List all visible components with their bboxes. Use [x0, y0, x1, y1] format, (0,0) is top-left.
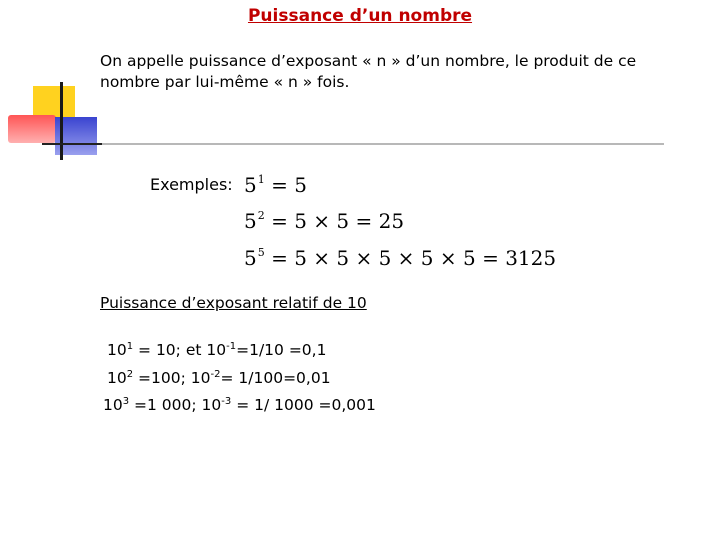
power-exponent: -3	[221, 396, 232, 407]
example-exponent: 5	[257, 246, 265, 259]
power-text: = 1/100=0,01	[220, 369, 331, 387]
example-base: 5	[244, 209, 257, 233]
power-text: =1 000;	[129, 396, 202, 414]
power-text: = 1/ 1000 =0,001	[231, 396, 376, 414]
power-of-ten-line	[107, 369, 331, 387]
power-text: =1/10 =0,1	[236, 341, 327, 359]
example-result: = 5	[271, 173, 307, 197]
definition-text: On appelle puissance d’exposant « n » d’un nombre, le produit de ce nombre par lui-même « n » fois.	[100, 52, 637, 91]
example-base: 5	[244, 246, 257, 270]
power-base: 10	[190, 369, 211, 387]
examples-label: Exemples:	[150, 175, 233, 194]
power-of-ten-line	[103, 396, 376, 414]
power-text: = 10; et	[133, 341, 207, 359]
example-base: 5	[244, 173, 257, 197]
decor-vertical-line	[60, 82, 63, 160]
power-exponent: -1	[226, 341, 237, 352]
power-exponent: 2	[126, 369, 134, 380]
power-base: 10	[103, 396, 123, 414]
power-exponent: -2	[210, 369, 221, 380]
section-title: Puissance d’exposant relatif de 10	[100, 294, 367, 312]
power-base: 10	[107, 369, 127, 387]
power-base: 10	[201, 396, 222, 414]
decor-horizontal-line	[42, 143, 664, 145]
power-text: =100;	[133, 369, 191, 387]
power-base: 10	[107, 341, 127, 359]
example-exponent: 2	[257, 209, 265, 222]
example-exponent: 1	[257, 173, 265, 186]
power-of-ten-line	[107, 341, 326, 359]
decor-red-bar	[8, 115, 56, 143]
example-row	[244, 173, 307, 197]
example-result: = 5 × 5 × 5 × 5 × 5 = 3125	[271, 246, 557, 270]
example-row	[244, 246, 556, 270]
power-base: 10	[206, 341, 227, 359]
power-exponent: 3	[122, 396, 130, 407]
power-exponent: 1	[126, 341, 134, 352]
page-title: Puissance d’un nombre	[247, 6, 473, 26]
example-row	[244, 209, 404, 233]
example-result: = 5 × 5 = 25	[271, 209, 405, 233]
